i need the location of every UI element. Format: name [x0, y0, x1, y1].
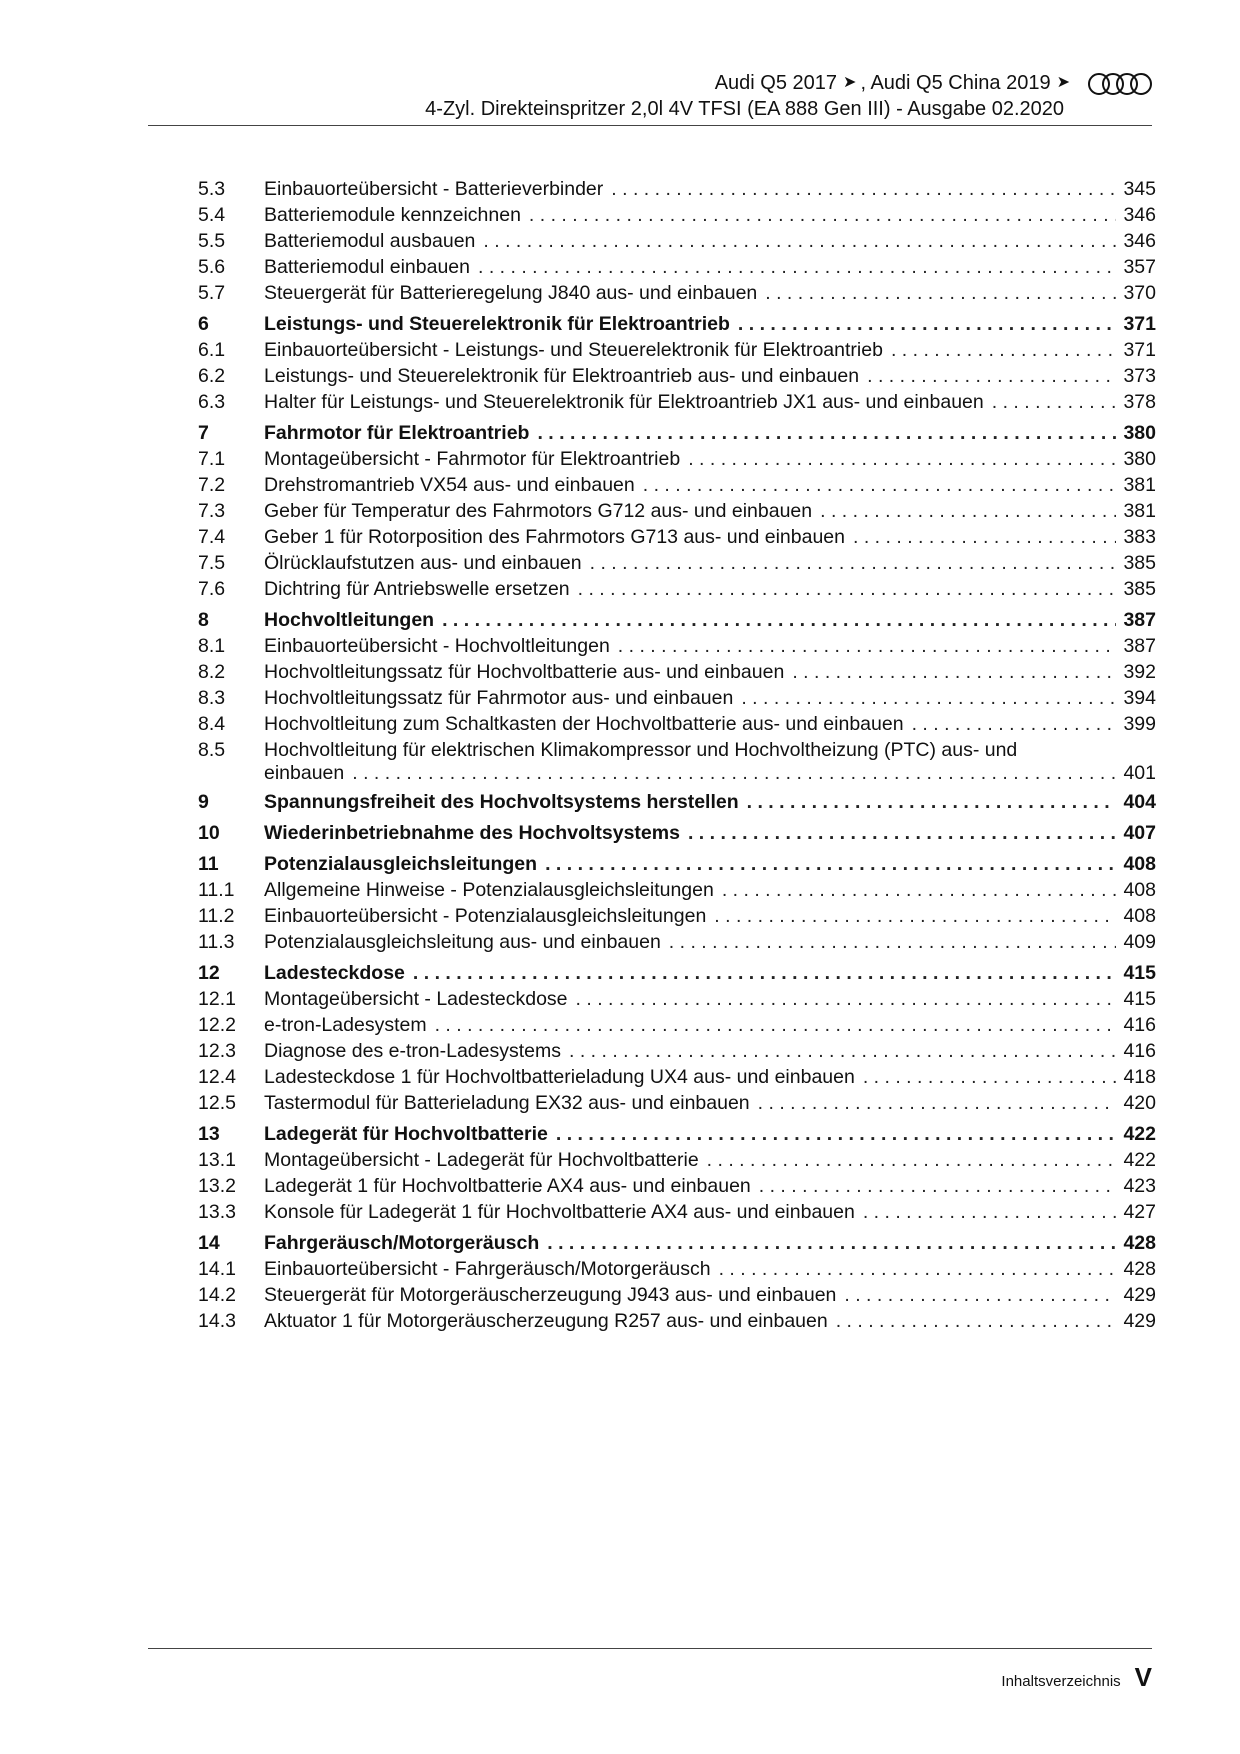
- toc-entry-title: Leistungs- und Steuerelektronik für Elektroantrieb: [264, 313, 730, 335]
- arrow-right-icon: ➤: [843, 74, 857, 91]
- toc-entry-number: 14.2: [198, 1284, 236, 1306]
- toc-entry[interactable]: [198, 986, 1156, 1012]
- toc-entry[interactable]: [198, 176, 1156, 202]
- toc-entry[interactable]: [198, 1173, 1156, 1199]
- toc-entry[interactable]: [198, 228, 1156, 254]
- toc-entry[interactable]: [198, 337, 1156, 363]
- toc-entry[interactable]: [198, 550, 1156, 576]
- toc-entry-title: Batteriemodul einbauen: [264, 256, 470, 278]
- toc-entry-page: 392: [1123, 661, 1156, 683]
- toc-entry-title: Drehstromantrieb VX54 aus- und einbauen: [264, 474, 635, 496]
- toc-leader-dots: [992, 389, 1116, 415]
- header-model2: , Audi Q5 China 2019: [860, 72, 1051, 94]
- toc-entry-title: Montageübersicht - Ladesteckdose: [264, 988, 568, 1010]
- toc-leader-dots: [537, 420, 1116, 446]
- toc-leader-dots: [556, 1121, 1116, 1147]
- toc-entry-number: 7.6: [198, 578, 226, 600]
- toc-leader-dots: [669, 929, 1116, 955]
- toc-leader-dots: [618, 633, 1116, 659]
- toc-entry[interactable]: [198, 1147, 1156, 1173]
- toc-leader-dots: [714, 903, 1116, 929]
- toc-entry-number: 13.3: [198, 1201, 236, 1223]
- toc-leader-dots: [688, 446, 1116, 472]
- toc-entry-number: 11.1: [198, 879, 235, 901]
- toc-entry-page: 408: [1123, 879, 1156, 901]
- header-subtitle: 4-Zyl. Direkteinspritzer 2,0l 4V TFSI (EA 888 Gen III) - Ausgabe 02.2020: [425, 98, 1064, 120]
- toc-leader-dots: [863, 1064, 1116, 1090]
- toc-entry[interactable]: [198, 903, 1156, 929]
- toc-entry-title: Steuergerät für Batterieregelung J840 aus- und einbauen: [264, 282, 758, 304]
- toc-entry-page: 429: [1123, 1310, 1156, 1332]
- toc-entry-page: 416: [1123, 1040, 1156, 1062]
- toc-entry-page: 378: [1123, 391, 1156, 413]
- toc-leader-dots: [844, 1282, 1116, 1308]
- toc-entry[interactable]: [198, 472, 1156, 498]
- toc-entry-page: 407: [1123, 822, 1156, 844]
- toc-entry-number: 5.4: [198, 204, 226, 226]
- toc-entry-number: 14.1: [198, 1258, 236, 1280]
- toc-entry-number: 7.2: [198, 474, 226, 496]
- toc-leader-dots: [688, 820, 1116, 846]
- toc-entry-title: Aktuator 1 für Motorgeräuscherzeugung R257 aus- und einbauen: [264, 1310, 828, 1332]
- toc-chapter-entry[interactable]: [198, 420, 1156, 446]
- toc-entry-number: 12.2: [198, 1014, 236, 1036]
- toc-entry-number: 11: [198, 853, 219, 875]
- toc-entry-title: Wiederinbetriebnahme des Hochvoltsystems: [264, 822, 680, 844]
- toc-leader-dots: [578, 576, 1116, 602]
- toc-entry[interactable]: [198, 1038, 1156, 1064]
- toc-entry[interactable]: [198, 254, 1156, 280]
- toc-entry-number: 8.5: [198, 739, 226, 761]
- toc-leader-dots: [529, 202, 1116, 228]
- toc-entry-number: 12.5: [198, 1092, 236, 1114]
- toc-entry-number: 6.1: [198, 339, 226, 361]
- arrow-right-icon: ➤: [1056, 74, 1070, 91]
- toc-entry[interactable]: [198, 280, 1156, 306]
- toc-entry-number: 12.1: [198, 988, 236, 1010]
- footer-divider: [148, 1648, 1152, 1649]
- header-models: [425, 70, 1152, 96]
- toc-entry-title: Dichtring für Antriebswelle ersetzen: [264, 578, 570, 600]
- toc-entry-page: 429: [1123, 1284, 1156, 1306]
- toc-leader-dots: [413, 960, 1116, 986]
- toc-entry[interactable]: [198, 659, 1156, 685]
- toc-entry-title-cont: einbauen: [264, 762, 345, 784]
- header-divider: [148, 125, 1152, 126]
- toc-leader-dots: [853, 524, 1116, 550]
- toc-leader-dots: [643, 472, 1116, 498]
- toc-entry-title: Spannungsfreiheit des Hochvoltsystems herstellen: [264, 791, 739, 813]
- toc-leader-dots: [912, 711, 1116, 737]
- toc-leader-dots: [738, 311, 1116, 337]
- toc-entry-number: 5.6: [198, 256, 226, 278]
- toc-entry-page: 423: [1123, 1175, 1156, 1197]
- toc-entry-title: Potenzialausgleichsleitungen: [264, 853, 538, 875]
- toc-entry-page: 371: [1123, 339, 1156, 361]
- toc-entry-title: Einbauorteübersicht - Fahrgeräusch/Motorgeräusch: [264, 1258, 711, 1280]
- toc-entry-title: e-tron-Ladesystem: [264, 1014, 427, 1036]
- toc-leader-dots: [569, 1038, 1116, 1064]
- toc-entry-page: 428: [1123, 1258, 1156, 1280]
- toc-entry-title: Potenzialausgleichsleitung aus- und einbauen: [264, 931, 661, 953]
- toc-leader-dots: [435, 1012, 1116, 1038]
- toc-entry-page: 422: [1123, 1149, 1156, 1171]
- toc-entry-page: 383: [1123, 526, 1156, 548]
- toc-entry-title: Ölrücklaufstutzen aus- und einbauen: [264, 552, 582, 574]
- toc-entry-page: 381: [1123, 500, 1156, 522]
- toc-entry-page: 381: [1123, 474, 1156, 496]
- toc-entry-page: 385: [1123, 552, 1156, 574]
- toc-entry-number: 13.1: [198, 1149, 236, 1171]
- toc-entry-number: 5.3: [198, 178, 226, 200]
- toc-entry-page: 346: [1123, 230, 1156, 252]
- toc-entry[interactable]: [198, 576, 1156, 602]
- toc-leader-dots: [792, 659, 1116, 685]
- toc-entry-title: Montageübersicht - Ladegerät für Hochvoltbatterie: [264, 1149, 699, 1171]
- toc-chapter-entry[interactable]: [198, 820, 1156, 846]
- toc-entry-number: 11.2: [198, 905, 235, 927]
- toc-entry-page: 409: [1123, 931, 1156, 953]
- toc-entry-number: 8.3: [198, 687, 226, 709]
- toc-entry[interactable]: [198, 1282, 1156, 1308]
- toc-entry-title: Batteriemodule kennzeichnen: [264, 204, 521, 226]
- toc-leader-dots: [759, 1173, 1116, 1199]
- toc-entry-title: Einbauorteübersicht - Potenzialausgleichsleitungen: [264, 905, 707, 927]
- toc-entry-title: Konsole für Ladegerät 1 für Hochvoltbatterie AX4 aus- und einbauen: [264, 1201, 855, 1223]
- toc-leader-dots: [545, 851, 1116, 877]
- toc-entry-title: Hochvoltleitungssatz für Hochvoltbatterie aus- und einbauen: [264, 661, 785, 683]
- toc-entry-title: Geber 1 für Rotorposition des Fahrmotors G713 aus- und einbauen: [264, 526, 846, 548]
- toc-entry-page: 387: [1123, 635, 1156, 657]
- toc-leader-dots: [352, 763, 1116, 784]
- toc-entry-number: 7.1: [198, 448, 226, 470]
- toc-leader-dots: [478, 254, 1116, 280]
- toc-leader-dots: [707, 1147, 1116, 1173]
- toc-entry-title: Ladegerät 1 für Hochvoltbatterie AX4 aus- und einbauen: [264, 1175, 751, 1197]
- toc-entry-page: 370: [1123, 282, 1156, 304]
- toc-entry-number: 13: [198, 1123, 220, 1145]
- toc-entry-title: Einbauorteübersicht - Batterieverbinder: [264, 178, 604, 200]
- toc-entry-page: 394: [1123, 687, 1156, 709]
- toc-leader-dots: [820, 498, 1116, 524]
- toc-entry-page: 401: [1123, 762, 1156, 784]
- toc-entry-title: Ladesteckdose 1 für Hochvoltbatterieladung UX4 aus- und einbauen: [264, 1066, 855, 1088]
- toc-entry-number: 7: [198, 422, 209, 444]
- toc-entry-page: 415: [1123, 988, 1156, 1010]
- toc-entry-page: 416: [1123, 1014, 1156, 1036]
- toc-chapter-entry[interactable]: [198, 607, 1156, 633]
- toc-entry[interactable]: [198, 929, 1156, 955]
- toc-entry-page: 422: [1123, 1123, 1156, 1145]
- toc-entry[interactable]: [198, 1256, 1156, 1282]
- toc-entry-page: 380: [1123, 422, 1156, 444]
- toc-leader-dots: [891, 337, 1116, 363]
- toc-entry-number: 8: [198, 609, 209, 631]
- toc-entry-number: 5.7: [198, 282, 226, 304]
- toc-entry-number: 7.4: [198, 526, 226, 548]
- toc-entry-title: Diagnose des e-tron-Ladesystems: [264, 1040, 561, 1062]
- toc-entry-number: 5.5: [198, 230, 226, 252]
- toc-entry-page: 387: [1123, 609, 1156, 631]
- toc-leader-dots: [576, 986, 1116, 1012]
- toc-entry[interactable]: [198, 446, 1156, 472]
- toc-entry-number: 10: [198, 822, 220, 844]
- toc-entry[interactable]: [198, 1012, 1156, 1038]
- toc-entry[interactable]: [198, 1308, 1156, 1334]
- audi-rings-icon: [1088, 73, 1152, 95]
- toc-entry-number: 12.4: [198, 1066, 236, 1088]
- toc-leader-dots: [442, 607, 1116, 633]
- toc-entry-number: 12: [198, 962, 220, 984]
- toc-leader-dots: [611, 176, 1116, 202]
- toc-entry-number: 8.2: [198, 661, 226, 683]
- toc-entry[interactable]: [198, 498, 1156, 524]
- toc-entry-page: 346: [1123, 204, 1156, 226]
- toc-entry-page: 408: [1123, 905, 1156, 927]
- toc-entry-page: 371: [1123, 313, 1156, 335]
- toc-entry-page: 428: [1123, 1232, 1156, 1254]
- toc-entry-number: 6.2: [198, 365, 226, 387]
- toc-leader-dots: [719, 1256, 1116, 1282]
- toc-leader-dots: [765, 280, 1116, 306]
- toc-entry-title: Fahrmotor für Elektroantrieb: [264, 422, 530, 444]
- toc-entry[interactable]: [198, 877, 1156, 903]
- toc-entry-title: Halter für Leistungs- und Steuerelektronik für Elektroantrieb JX1 aus- und einbauen: [264, 391, 984, 413]
- toc-chapter-entry[interactable]: [198, 311, 1156, 337]
- toc-entry-title: Ladesteckdose: [264, 962, 405, 984]
- toc-entry-number: 9: [198, 791, 209, 813]
- toc-entry-title: Hochvoltleitungssatz für Fahrmotor aus- und einbauen: [264, 687, 734, 709]
- toc-entry[interactable]: [198, 1090, 1156, 1116]
- toc-entry-title: Geber für Temperatur des Fahrmotors G712 aus- und einbauen: [264, 500, 813, 522]
- toc-entry[interactable]: [198, 711, 1156, 737]
- toc-chapter-entry[interactable]: [198, 1121, 1156, 1147]
- toc-leader-dots: [836, 1308, 1116, 1334]
- toc-entry-title: Ladegerät für Hochvoltbatterie: [264, 1123, 548, 1145]
- toc-entry-number: 8.1: [198, 635, 226, 657]
- toc-chapter-entry[interactable]: [198, 1230, 1156, 1256]
- toc-leader-dots: [547, 1230, 1116, 1256]
- toc-entry-number: 6: [198, 313, 209, 335]
- toc-entry[interactable]: [198, 202, 1156, 228]
- toc-entry-page: 427: [1123, 1201, 1156, 1223]
- toc-entry-title: Leistungs- und Steuerelektronik für Elektroantrieb aus- und einbauen: [264, 365, 860, 387]
- toc-entry-title: Hochvoltleitung zum Schaltkasten der Hochvoltbatterie aus- und einbauen: [264, 713, 904, 735]
- toc-entry-number: 7.5: [198, 552, 226, 574]
- footer-page-number: V: [1134, 1662, 1152, 1692]
- toc-entry-title: Einbauorteübersicht - Hochvoltleitungen: [264, 635, 610, 657]
- toc-entry-title: Einbauorteübersicht - Leistungs- und Steuerelektronik für Elektroantrieb: [264, 339, 883, 361]
- toc-entry-title: Hochvoltleitung für elektrischen Klimakompressor und Hochvoltheizung (PTC) aus- und: [264, 739, 1018, 761]
- toc-entry-title: Batteriemodul ausbauen: [264, 230, 476, 252]
- toc-leader-dots: [758, 1090, 1116, 1116]
- toc-leader-dots: [867, 363, 1116, 389]
- toc-chapter-entry[interactable]: [198, 851, 1156, 877]
- toc-entry-page: 415: [1123, 962, 1156, 984]
- toc-entry-title: Fahrgeräusch/Motorgeräusch: [264, 1232, 540, 1254]
- toc-entry[interactable]: [198, 1199, 1156, 1225]
- toc-entry[interactable]: [198, 737, 1156, 784]
- toc-entry-page: 380: [1123, 448, 1156, 470]
- toc-leader-dots: [741, 685, 1116, 711]
- toc-leader-dots: [722, 877, 1116, 903]
- toc-entry-page: 404: [1123, 791, 1156, 813]
- toc-chapter-entry[interactable]: [198, 960, 1156, 986]
- toc-entry-number: 14: [198, 1232, 220, 1254]
- toc-leader-dots: [590, 550, 1116, 576]
- toc-entry[interactable]: [198, 389, 1156, 415]
- toc-entry-title: Steuergerät für Motorgeräuscherzeugung J943 aus- und einbauen: [264, 1284, 837, 1306]
- toc-entry-number: 8.4: [198, 713, 226, 735]
- table-of-contents: [198, 176, 1156, 1334]
- toc-chapter-entry[interactable]: [198, 789, 1156, 815]
- header-model1: Audi Q5 2017: [714, 72, 838, 94]
- toc-entry-page: 399: [1123, 713, 1156, 735]
- toc-entry[interactable]: [198, 633, 1156, 659]
- toc-entry-page: 408: [1123, 853, 1156, 875]
- toc-entry[interactable]: [198, 1064, 1156, 1090]
- toc-entry-title: Hochvoltleitungen: [264, 609, 435, 631]
- toc-leader-dots: [747, 789, 1116, 815]
- toc-entry-title: Allgemeine Hinweise - Potenzialausgleichsleitungen: [264, 879, 714, 901]
- toc-entry-number: 14.3: [198, 1310, 236, 1332]
- toc-entry-page: 345: [1123, 178, 1156, 200]
- toc-entry-page: 418: [1123, 1066, 1156, 1088]
- toc-entry[interactable]: [198, 685, 1156, 711]
- toc-entry-title: Montageübersicht - Fahrmotor für Elektroantrieb: [264, 448, 681, 470]
- toc-entry-number: 7.3: [198, 500, 226, 522]
- page-header: [425, 70, 1152, 122]
- toc-entry-page: 385: [1123, 578, 1156, 600]
- footer-section-title: Inhaltsverzeichnis: [1001, 1673, 1121, 1690]
- page-footer: [1001, 1662, 1152, 1693]
- toc-entry-number: 13.2: [198, 1175, 236, 1197]
- toc-entry-number: 11.3: [198, 931, 235, 953]
- toc-leader-dots: [863, 1199, 1116, 1225]
- toc-leader-dots: [483, 228, 1116, 254]
- toc-entry-page: 357: [1123, 256, 1156, 278]
- toc-entry[interactable]: [198, 363, 1156, 389]
- toc-entry-number: 6.3: [198, 391, 226, 413]
- toc-entry-page: 420: [1123, 1092, 1156, 1114]
- toc-entry-title: Tastermodul für Batterieladung EX32 aus- und einbauen: [264, 1092, 750, 1114]
- toc-entry[interactable]: [198, 524, 1156, 550]
- toc-entry-number: 12.3: [198, 1040, 236, 1062]
- toc-entry-page: 373: [1123, 365, 1156, 387]
